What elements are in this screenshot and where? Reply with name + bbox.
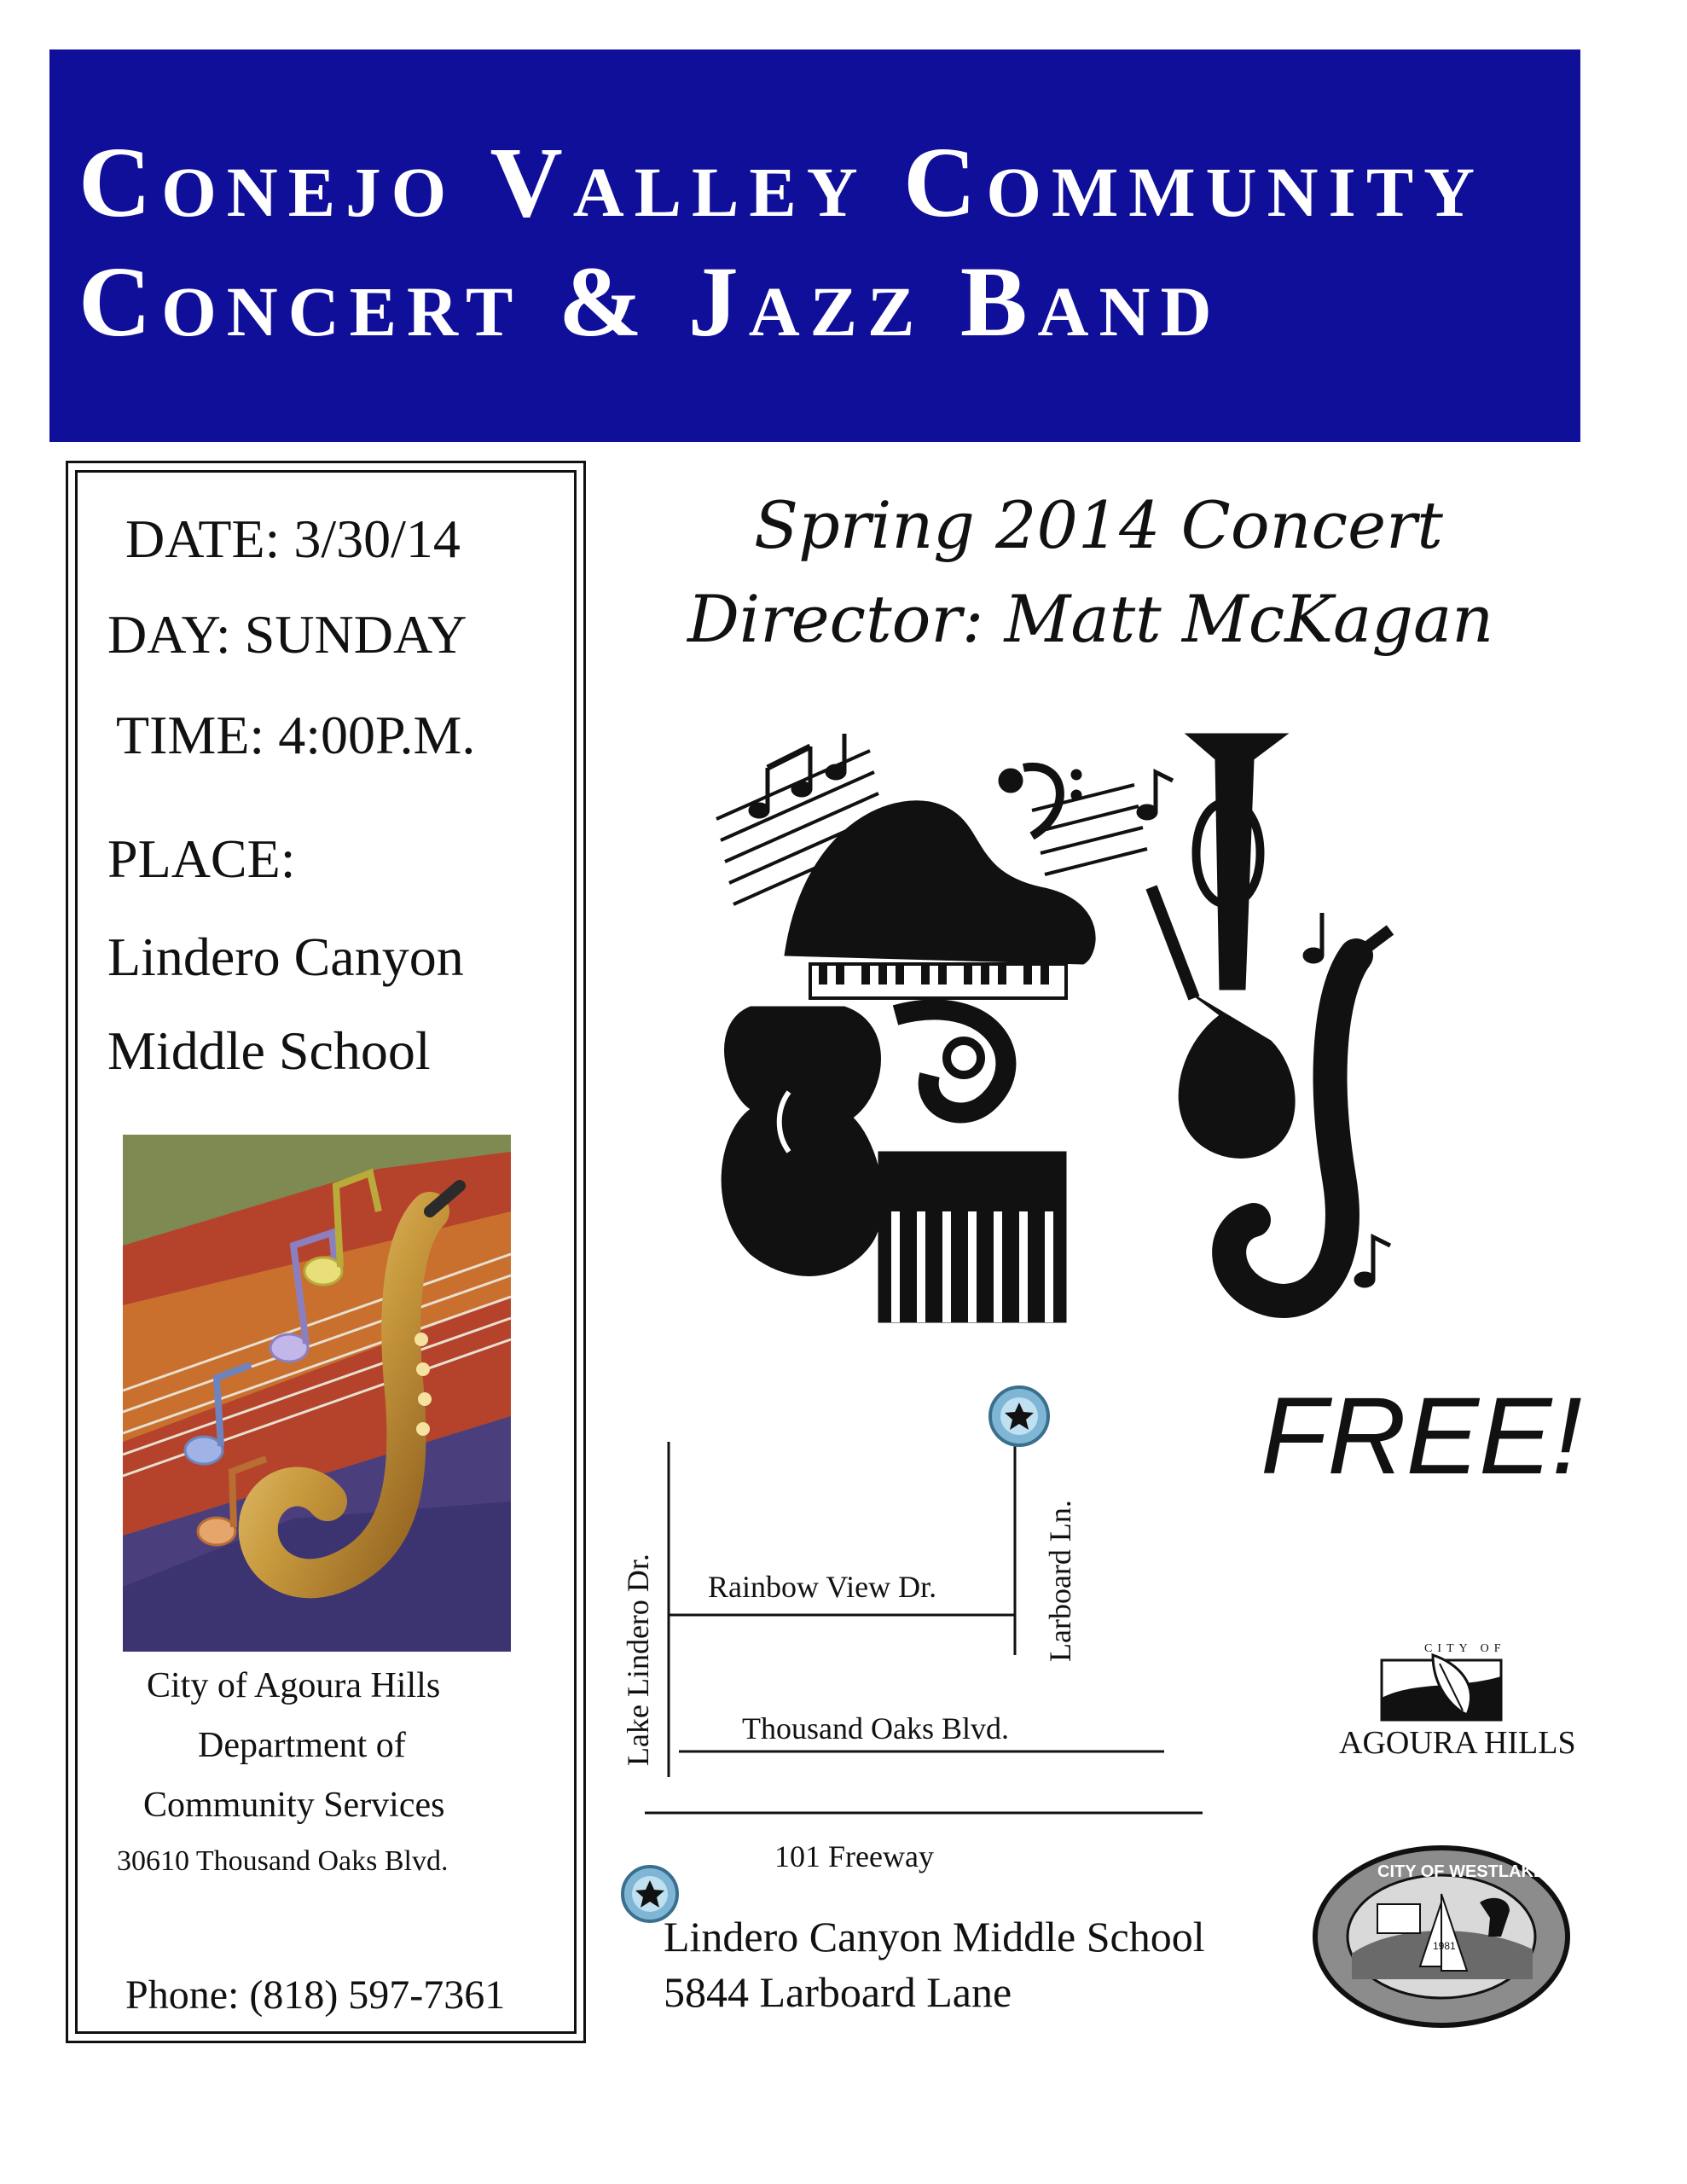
freeway-label: 101 Freeway (774, 1839, 934, 1873)
agoura-hills-logo (1330, 1638, 1576, 1766)
westlake-village-seal (1309, 1843, 1624, 2030)
agoura-logo-name: AGOURA HILLS (1339, 1725, 1576, 1761)
westlake-seal-year: 1981 (1433, 1940, 1456, 1952)
star-marker-icon (990, 1387, 1048, 1445)
venue-street: 5844 Larboard Lane (664, 1968, 1012, 2016)
admission-free: FREE! (1261, 1375, 1582, 1497)
venue-name: Lindero Canyon Middle School (664, 1913, 1205, 1960)
directions-map (597, 1365, 1279, 1877)
larboard-label: Larboard Ln. (1043, 1500, 1077, 1662)
sponsor-phone: Phone: (818) 597-7361 (125, 1972, 506, 2018)
place-line-2: Middle School (107, 1020, 431, 1081)
saxophone-art (123, 1135, 511, 1652)
director-name: Director: Matt McKagan (687, 581, 1494, 657)
instrument-collage-art (708, 734, 1407, 1348)
westlake-seal-text: CITY OF WESTLAKE VILLAGE (1377, 1862, 1624, 1881)
title-line-1: Conejo Valley Community (78, 126, 1486, 238)
sponsor-services: Community Services (143, 1786, 445, 1825)
lake-lindero-label: Lake Lindero Dr. (621, 1554, 655, 1766)
place-label: PLACE: (107, 828, 296, 889)
thousand-oaks-label: Thousand Oaks Blvd. (742, 1711, 1009, 1745)
title-line-2: Concert & Jazz Band (78, 246, 1222, 357)
rainbow-view-label: Rainbow View Dr. (708, 1570, 937, 1604)
event-day: DAY: SUNDAY (107, 604, 467, 665)
place-line-1: Lindero Canyon (107, 926, 464, 987)
sponsor-department: Department of (198, 1726, 406, 1765)
event-time: TIME: 4:00P.M. (116, 705, 476, 765)
event-date: DATE: 3/30/14 (125, 508, 461, 569)
concert-title: Spring 2014 Concert (754, 487, 1443, 563)
sponsor-address: 30610 Thousand Oaks Blvd. (117, 1845, 449, 1877)
sponsor-city: City of Agoura Hills (147, 1666, 441, 1705)
agoura-logo-top-text: CITY OF (1424, 1642, 1506, 1655)
